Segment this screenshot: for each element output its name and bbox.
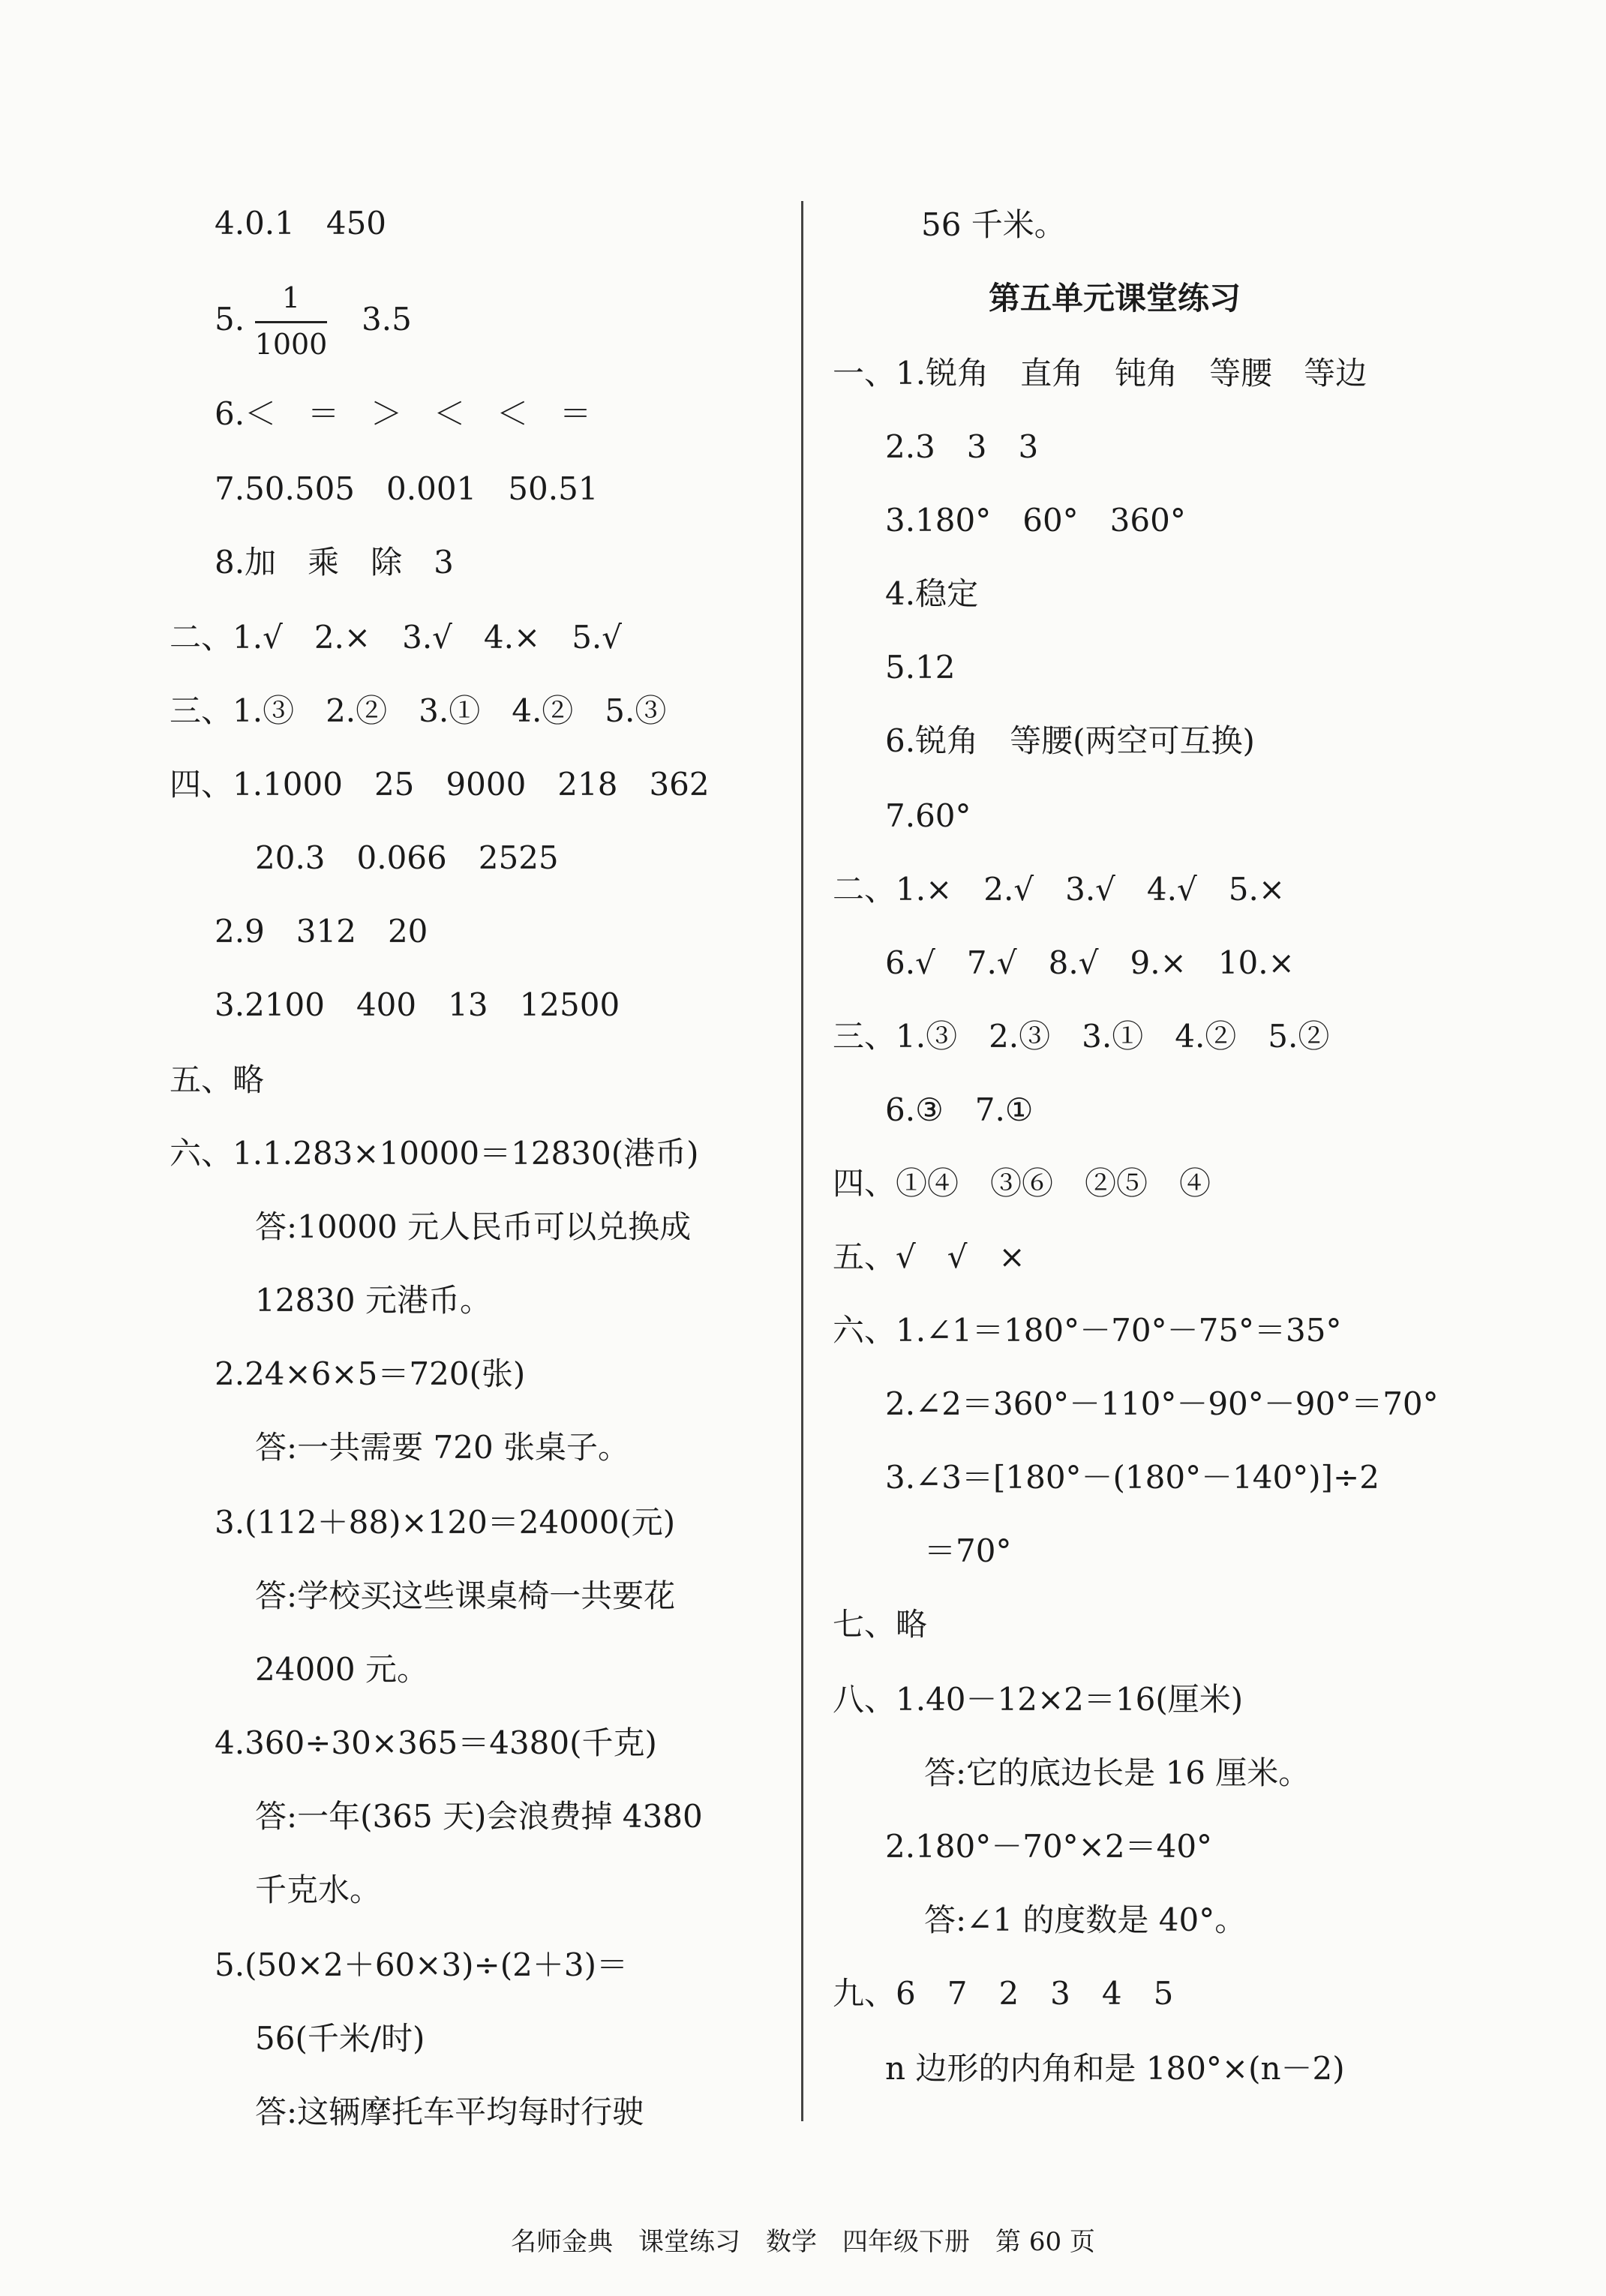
answer-line: 7.60° [885,797,971,834]
answer-line: 答:这辆摩托车平均每时行驶 [255,2093,644,2130]
answer-line: 6.√ 7.√ 8.√ 9.× 10.× [885,944,1295,981]
answer-line: 3.(112＋88)×120＝24000(元) [215,1504,676,1541]
fraction [252,279,330,363]
fraction-denominator: 1000 [254,328,328,361]
answer-line: 八、1.40－12×2＝16(厘米) [833,1681,1244,1718]
answer-line: 5.(50×2＋60×3)÷(2＋3)＝ [215,1946,628,1983]
answer-line: 九、6 7 2 3 4 5 [833,1975,1174,2012]
answer-line: 20.3 0.066 2525 [255,839,559,876]
answer-line: 3.5 [362,301,412,338]
answer-line: 答:一共需要 720 张桌子。 [255,1429,630,1466]
answer-line: 二、1.√ 2.× 3.√ 4.× 5.√ [170,619,623,656]
answer-line: 2.∠2＝360°－110°－90°－90°＝70° [885,1385,1439,1422]
answer-line: 二、1.× 2.√ 3.√ 4.√ 5.× [833,871,1286,908]
answer-line: 3.∠3＝[180°－(180°－140°)]÷2 [885,1459,1379,1496]
answer-line: 答:它的底边长是 16 厘米。 [924,1754,1310,1791]
answer-line: 答:学校买这些课桌椅一共要花 [255,1577,676,1614]
answer-line: 五、√ √ × [833,1238,1025,1275]
answer-line: 答:10000 元人民币可以兑换成 [255,1208,692,1245]
column-divider [801,201,803,2121]
answer-line: 2.180°－70°×2＝40° [885,1828,1213,1865]
answer-line: 3.2100 400 13 12500 [215,986,620,1023]
fraction-numerator: 1 [281,281,301,314]
answer-line: 三、1.③ 2.② 3.① 4.② 5.③ [170,692,667,729]
section-title: 第五单元课堂练习 [989,280,1241,317]
answer-line: 7.50.505 0.001 50.51 [215,470,599,507]
answer-line: 五、略 [170,1061,265,1098]
answer-line: 六、1.1.283×10000＝12830(港币) [170,1135,699,1172]
answer-line: 答:∠1 的度数是 40°。 [924,1901,1247,1938]
answer-line: 56 千米。 [921,206,1066,243]
answer-line: 24000 元。 [255,1651,428,1688]
answer-line: 七、略 [833,1606,928,1643]
answer-line: 8.加 乘 除 3 [215,544,454,581]
answer-line: 四、1.1000 25 9000 218 362 [170,766,710,803]
answer-line: 4.0.1 450 [215,205,387,242]
answer-line: 2.3 3 3 [885,428,1039,465]
answer-line: n 边形的内角和是 180°×(n－2) [885,2050,1345,2087]
answer-line: 答:一年(365 天)会浪费掉 4380 [255,1798,703,1835]
answer-line: 4.360÷30×365＝4380(千克) [215,1724,657,1761]
answer-line: 一、1.锐角 直角 钝角 等腰 等边 [833,355,1367,392]
answer-line: 6.锐角 等腰(两空可互换) [885,722,1255,759]
answer-line: 四、①④ ③⑥ ②⑤ ④ [833,1165,1211,1202]
answer-line: 六、1.∠1＝180°－70°－75°＝35° [833,1312,1342,1349]
answer-line: 4.稳定 [885,575,979,612]
answer-line: 3.180° 60° 360° [885,502,1186,539]
answer-line: 2.24×6×5＝720(张) [215,1355,526,1392]
answer-line: 2.9 312 20 [215,913,428,950]
answer-line: 5.12 [885,649,956,686]
answer-line: 6.③ 7.① [885,1091,1034,1128]
answer-line: 三、1.③ 2.③ 3.① 4.② 5.② [833,1018,1330,1055]
answer-line: 56(千米/时) [255,2020,425,2057]
answer-line: ＝70° [924,1532,1012,1569]
answer-line: 5. [215,301,245,338]
fraction-bar [255,321,327,323]
answer-line: 6.＜ ＝ ＞ ＜ ＜ ＝ [215,395,592,432]
page-footer: 名师金典 课堂练习 数学 四年级下册 第 60 页 [511,2227,1095,2257]
answer-line: 千克水。 [255,1871,382,1908]
answer-line: 12830 元港币。 [255,1282,491,1319]
